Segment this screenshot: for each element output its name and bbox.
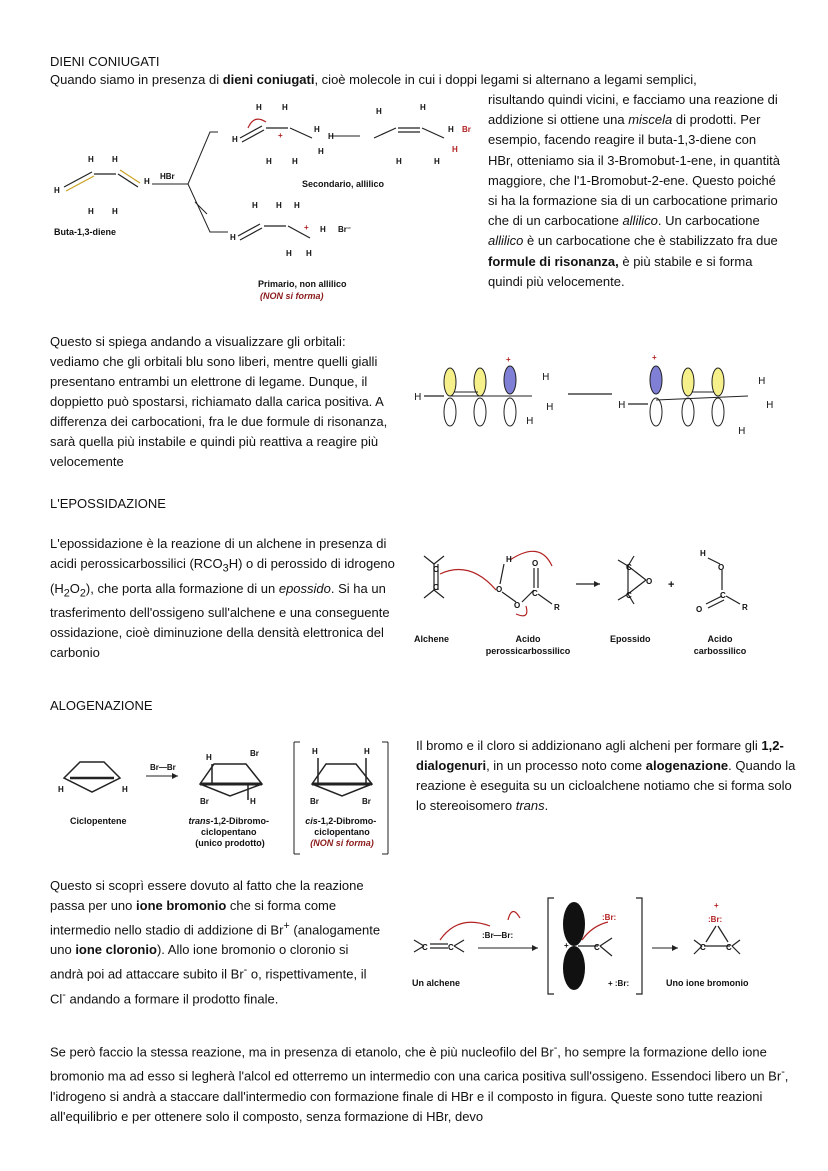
arrow-to-primary bbox=[188, 184, 228, 232]
atom-h: H bbox=[286, 249, 292, 258]
figure-bromonium bbox=[408, 890, 788, 1000]
figure-butadiene-hbr bbox=[40, 92, 480, 310]
bromine-atom: :Br: bbox=[602, 913, 617, 922]
italic-term: allilico bbox=[488, 233, 524, 249]
atom-h: H bbox=[376, 107, 382, 116]
superscript: + bbox=[283, 920, 290, 932]
label-secondary-allylic: Secondario, allilico bbox=[302, 179, 385, 189]
atom-o: O bbox=[532, 559, 539, 568]
label-ciclopentene: Ciclopentene bbox=[70, 816, 127, 826]
atom-h: H bbox=[328, 132, 334, 141]
atom-h: H bbox=[306, 249, 312, 258]
atom-h: H bbox=[256, 103, 262, 112]
superscript: - bbox=[781, 1066, 785, 1079]
atom-h: H bbox=[420, 103, 426, 112]
secondary-cation-structure bbox=[240, 119, 312, 142]
atom-h: H bbox=[292, 157, 298, 166]
figure-halogenation bbox=[50, 740, 400, 858]
bold-term: alogenazione bbox=[645, 758, 729, 773]
atom-h: H bbox=[448, 125, 454, 134]
atom-c: C bbox=[422, 943, 428, 952]
italic-term: trans bbox=[515, 798, 545, 813]
text-run: O bbox=[69, 580, 80, 596]
atom-o: O bbox=[646, 577, 653, 586]
label-bromonium: Uno ione bromonio bbox=[666, 978, 749, 988]
atom-h: H bbox=[266, 157, 272, 166]
bold-term: formule di risonanza, bbox=[488, 253, 619, 269]
text-run: Il bromo e il cloro si addizionano agli alcheni per formare gli bbox=[416, 738, 762, 753]
bromine-atom: :Br: bbox=[708, 915, 723, 924]
positive-charge: + bbox=[304, 223, 309, 232]
section-heading-alogenazione: ALOGENAZIONE bbox=[50, 698, 153, 713]
atom-h: H bbox=[396, 157, 402, 166]
atom-h: H bbox=[88, 207, 94, 216]
positive-charge: + bbox=[714, 901, 719, 910]
atom-h: H bbox=[112, 207, 118, 216]
atom-o: O bbox=[496, 585, 503, 594]
atom-h: H bbox=[318, 147, 324, 156]
text-run: risultando quindi vicini, e facciamo una reazione di addizione si ottiene una bbox=[488, 92, 778, 128]
italic-term: allilico bbox=[622, 213, 658, 229]
positive-charge: + bbox=[564, 941, 569, 950]
paragraph-bromonio bbox=[50, 876, 385, 1009]
italic-term: epossido bbox=[278, 580, 331, 596]
label-part: ciclopentano bbox=[314, 827, 370, 837]
plus-sign: + bbox=[668, 579, 675, 591]
text-run: è un carbocatione che è stabilizzato fra due bbox=[523, 233, 778, 249]
atom-c: C bbox=[594, 943, 600, 952]
label-primary: Primario, non allilico bbox=[258, 279, 347, 289]
label-part: ciclopentano bbox=[200, 827, 257, 837]
label-alchene: Un alchene bbox=[412, 978, 461, 988]
atom-h: H bbox=[546, 402, 554, 413]
paragraph-epossidazione bbox=[50, 534, 395, 663]
positive-charge: + bbox=[652, 353, 657, 362]
reagent-br2: Br—Br bbox=[150, 763, 176, 772]
arrow-head bbox=[672, 945, 678, 951]
arrow-head bbox=[594, 581, 600, 587]
atom-h: H bbox=[414, 392, 422, 403]
atom-h: H bbox=[364, 747, 370, 756]
atom-h: H bbox=[250, 797, 256, 806]
text-run: di prodotti. Per esempio, facendo reagire il buta-1,3-diene con HBr, otteniamo sia il 3-Bromobut-1-ene, in quantità maggiore, che l'1-Bromobut-2-ene. Questo poiché si ha la formazione sia di un carbocatione primario che di un carbocatione bbox=[488, 112, 780, 229]
epoxide-structure bbox=[618, 556, 646, 604]
paragraph-orbitals: Questo si spiega andando a visualizzare gli orbitali: vediamo che gli orbitali blu sono liberi, mentre quelli gialli presentano entrambi un elettrone di legame. Dunque, il doppietto può spostarsi, richiamato dalla carica positiva. A differenza dei carbocationi, fra le due formule di risonanza, sarà quella più instabile e quindi più reattiva a reagire più velocemente bbox=[50, 334, 388, 469]
atom-h: H bbox=[252, 201, 258, 210]
orbital-set-right bbox=[650, 366, 748, 426]
atom-o: O bbox=[718, 563, 725, 572]
atom-h: H bbox=[122, 785, 128, 794]
label-not-formed: (NON si forma) bbox=[260, 291, 324, 301]
figure-epoxidation bbox=[410, 540, 810, 665]
atom-c: C bbox=[626, 563, 632, 572]
atom-h: H bbox=[766, 400, 774, 411]
label-part: -1,2-Dibromo- bbox=[210, 816, 269, 826]
arrow-head bbox=[532, 945, 538, 951]
primary-cation-structure bbox=[238, 224, 310, 240]
atom-c: C bbox=[726, 943, 732, 952]
atom-h: H bbox=[58, 785, 64, 794]
figure-orbitals bbox=[408, 350, 798, 440]
italic-prefix: trans bbox=[188, 816, 211, 826]
subscript: 2 bbox=[79, 587, 86, 600]
text-run: ). Allo ione bromonio o cloronio si andrà poi ad attaccare subito il Br bbox=[50, 942, 349, 982]
arrow-to-secondary bbox=[188, 132, 218, 184]
text-run: , l'idrogeno si andrà a staccare dall'intermedio con formazione finale di HBr e il composto in figura. Queste sono tutte reazioni all'equilibrio e per ottenere solo il composto, senza formazione di HBr, devo bbox=[50, 1068, 789, 1124]
label-cis-product bbox=[305, 816, 379, 837]
atom-c: C bbox=[448, 943, 454, 952]
label-trans-product bbox=[188, 816, 271, 848]
atom-h: H bbox=[88, 155, 94, 164]
text-run: Se però faccio la stessa reazione, ma in presenza di etanolo, che è più nucleofilo del Br bbox=[50, 1044, 554, 1060]
butadiene-structure bbox=[64, 170, 140, 191]
text-run: o, rispettivamente, il Cl bbox=[50, 966, 367, 1006]
atom-h: H bbox=[758, 376, 766, 387]
atom-h: H bbox=[230, 233, 236, 242]
bracket-left bbox=[548, 898, 554, 994]
text-run: L'epossidazione è la reazione di un alchene in presenza di acidi perossicarbossilici (RCO bbox=[50, 536, 387, 571]
orbital-set-left bbox=[444, 366, 532, 426]
atom-h: H bbox=[700, 549, 706, 558]
atom-o: O bbox=[696, 605, 703, 614]
superscript: - bbox=[62, 988, 66, 1001]
atom-h: H bbox=[452, 145, 458, 154]
atom-h: H bbox=[232, 135, 238, 144]
atom-h: H bbox=[112, 155, 118, 164]
subscript: 3 bbox=[222, 562, 229, 575]
superscript: - bbox=[553, 1042, 558, 1054]
italic-prefix: cis bbox=[305, 816, 318, 826]
atom-c: C bbox=[700, 943, 706, 952]
reagent-br2: :Br—Br: bbox=[482, 931, 514, 940]
atom-h: H bbox=[738, 426, 746, 437]
text-run: , cioè molecole in cui i doppi legami si alternano a legami semplici, bbox=[314, 72, 697, 87]
label-not-formed: (NON si forma) bbox=[310, 838, 374, 848]
text-run: ), che porta alla formazione di un bbox=[85, 580, 279, 596]
text-run: . Un carbocatione bbox=[657, 213, 760, 229]
atom-h: H bbox=[314, 125, 320, 134]
atom-c: C bbox=[626, 591, 632, 600]
atom-c: C bbox=[720, 591, 726, 600]
reagent-hbr: HBr bbox=[160, 172, 175, 181]
atom-br: Br bbox=[200, 797, 209, 806]
text-run: . Quando la reazione è eseguita su un cicloalchene notiamo che si forma solo lo stereoisomero bbox=[416, 758, 796, 813]
atom-br: Br bbox=[310, 797, 319, 806]
text-run: (analogamente uno bbox=[50, 922, 381, 958]
label-alchene: Alchene bbox=[414, 634, 450, 644]
text-run: andando a formare il prodotto finale. bbox=[65, 990, 279, 1006]
cyclopentene-structure bbox=[64, 762, 120, 792]
group-r: R bbox=[554, 603, 560, 612]
bromide-ion: Br⁻ bbox=[338, 225, 352, 234]
arrow-head bbox=[172, 773, 178, 779]
atom-h: H bbox=[506, 555, 512, 564]
cis-product-structure bbox=[312, 758, 372, 796]
italic-term: miscela bbox=[628, 112, 673, 128]
atom-h: H bbox=[320, 225, 326, 234]
label-part: (unico prodotto) bbox=[195, 838, 265, 848]
text-run: H) o di perossido di idrogeno (H bbox=[50, 556, 395, 596]
bracket-right bbox=[636, 898, 642, 994]
atom-br: Br bbox=[362, 797, 371, 806]
label-part: -1,2-Dibromo- bbox=[317, 816, 377, 826]
label-carboxylic: Acido carbossilico bbox=[693, 634, 747, 656]
atom-c: C bbox=[433, 583, 439, 592]
atom-h: H bbox=[282, 103, 288, 112]
atom-h: H bbox=[206, 753, 212, 762]
bromide-ion: Br bbox=[462, 125, 471, 134]
atom-h: H bbox=[144, 177, 150, 186]
subscript: 2 bbox=[63, 587, 70, 600]
text-run: . bbox=[544, 798, 549, 813]
atom-br: Br bbox=[250, 749, 259, 758]
bold-term: dieni coniugati bbox=[222, 72, 315, 87]
section-heading-dieni: DIENI CONIUGATI bbox=[50, 54, 160, 69]
text-run: . Si ha un trasferimento dell'ossigeno sull'alchene e una conseguente ossidazione, cioè diminuzione della densità elettronica del carbonio bbox=[50, 580, 390, 661]
atom-h: H bbox=[294, 201, 300, 210]
atom-c: C bbox=[532, 589, 538, 598]
text-run: che si forma come intermedio nello stadio di addizione di Br bbox=[50, 898, 337, 938]
bold-term: 1,2-dialogenuri bbox=[416, 738, 784, 773]
secondary-resonance-structure bbox=[374, 128, 444, 138]
section-heading-epossidazione: L'EPOSSIDAZIONE bbox=[50, 496, 166, 511]
paragraph-alogenazione bbox=[416, 736, 796, 816]
atom-o: O bbox=[514, 601, 521, 610]
text-run: , ho sempre la formazione dello ione bromonio ma ad esso si legherà l'alcol ed otterremo un intermedio con una carica positiva sull'ossigeno. Essendoci libero un Br bbox=[50, 1044, 782, 1084]
label-epossido: Epossido bbox=[610, 634, 651, 644]
bold-term: ione bromonio bbox=[136, 898, 227, 913]
atom-h: H bbox=[312, 747, 318, 756]
text-run: Quando siamo in presenza di bbox=[50, 72, 223, 87]
positive-charge: + bbox=[278, 131, 283, 140]
text-run: , in un processo noto come bbox=[486, 758, 646, 773]
atom-h: H bbox=[542, 372, 550, 383]
atom-h: H bbox=[526, 416, 534, 427]
atom-h: H bbox=[618, 400, 626, 411]
label-butadiene: Buta-1,3-diene bbox=[54, 227, 117, 237]
paragraph-dieni-side bbox=[488, 90, 783, 292]
bromide-ion: + :Br: bbox=[608, 979, 630, 988]
trans-product-structure bbox=[200, 764, 262, 800]
text-run: è più stabile e si forma quindi più velocemente. bbox=[488, 253, 753, 289]
atom-c: C bbox=[433, 565, 439, 574]
bold-term: ione cloronio bbox=[75, 942, 157, 958]
atom-h: H bbox=[276, 201, 282, 210]
paragraph-dieni-intro bbox=[50, 70, 790, 90]
superscript: - bbox=[243, 964, 248, 977]
group-r: R bbox=[742, 603, 748, 612]
atom-h: H bbox=[434, 157, 440, 166]
text-run: Questo si scoprì essere dovuto al fatto che la reazione passa per uno bbox=[50, 878, 364, 913]
paragraph-etanolo bbox=[50, 1038, 790, 1127]
positive-charge: + bbox=[506, 355, 511, 364]
label-peracid: Acido perossicarbossilico bbox=[485, 634, 571, 656]
atom-h: H bbox=[54, 186, 60, 195]
